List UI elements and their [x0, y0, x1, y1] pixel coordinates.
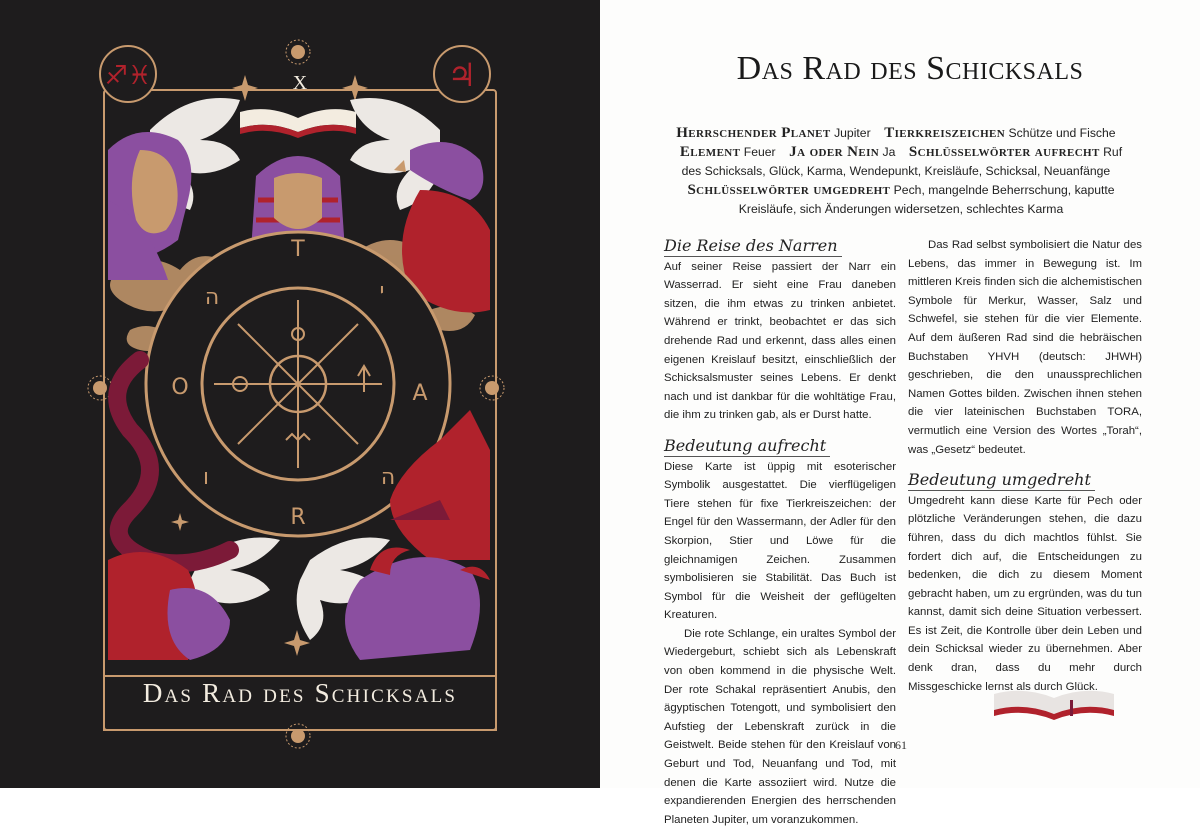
- section-heading-umgedreht: Bedeutung umgedreht: [908, 470, 1095, 491]
- meta-key: Ja oder Nein: [789, 144, 880, 160]
- meta-key: Tierkreiszeichen: [884, 125, 1006, 141]
- book-ornament-icon: [990, 684, 1120, 724]
- paragraph: Die rote Schlange, ein uraltes Symbol der Wiedergeburt, schiebt sich als Lebenskraft von oben kommend in die physische Welt. Der rote Schakal repräsentiert Anubis, den ägyptischen Totengott, und symbolisiert den Aufstieg der Lebenskraft zurück in die Geistwelt. Beide stehen für den Kreislauf von Geburt und Tod, Neuanfang und Tod, mit denen die Karte assoziiert wird. Nutze die expandierenden Energien des herrschenden Planeten Jupiter, um voranzukommen.: [664, 627, 896, 826]
- meta-value: Pech, mangelnde Beherrschung, kaputte Kreisläufe, sich Änderungen widersetzen, schlechtes Karma: [738, 183, 1115, 216]
- paragraph: Diese Karte ist üppig mit esoterischer Symbolik ausgestattet. Die vierflügeligen Tiere stehen für fixe Tierkreiszeichen: der Engel für den Wassermann, der Adler für den Skorpion, Stier und Löwe für die gleichnamigen Zeichen. Zusammen symbolisieren sie Stabilität. Das Buch ist Symbol für die Weisheit der geflügelten Kreaturen.: [664, 460, 896, 622]
- card-title: Das Rad des Schicksals: [142, 678, 458, 708]
- meta-key: Schlüsselwörter umgedreht: [687, 182, 891, 198]
- open-book: [240, 109, 356, 138]
- page-title: Das Rad des Schicksals: [736, 50, 1084, 87]
- card-roman-numeral: X: [292, 72, 308, 94]
- tarot-card-illustration: [0, 0, 600, 788]
- paragraph: Das Rad selbst symbolisiert die Natur des Lebens, das immer in Bewegung ist. Im mittleren Kreis finden sich die alchemistischen Symbole für Merkur, Wasser, Salz und Schwefel, sie stehen für die vier Elemente. Auf dem äußeren Rad sind die hebräischen Buchstaben YHVH (deutsch: JHWH) geschrieben, die den unaussprechlichen Namen Gottes bilden. Zwischen ihnen stehen die vier lateinischen Buchstaben TORA, vermutlich eine Version des Wortes „Torah“, was „Gesetz“ bedeutet.: [908, 239, 1142, 456]
- wheel-letter-yod: י: [379, 279, 385, 304]
- wheel-letter-t: T: [291, 237, 305, 262]
- meta-value: Ruf des Schicksals, Glück, Karma, Wendepunkt, Kreisläufe, Schicksal, Neuanfänge: [681, 145, 1123, 178]
- tarot-card-page: [0, 0, 600, 788]
- jupiter-glyph: ♃: [447, 56, 477, 94]
- meta-key: Schlüsselwörter aufrecht: [908, 144, 1100, 160]
- paragraph: Auf seiner Reise passiert der Narr ein Wasserrad. Er sieht eine Frau daneben sitzen, die ihm etwas zu trinken anbietet. Während er trinkt, beobachtet er das sich drehende Rad und erkennt, dass alles einen eigenen Kreislauf besitzt, einschließlich der Schicksalsmuster seines Lebens. Er denkt nach und ist dankbar für die wohltätige Frau, die ihm zu trinken gab, als er Durst hatte.: [664, 260, 896, 422]
- zodiac-glyphs: ♐♓: [104, 61, 152, 91]
- card-meta-block: [670, 124, 1132, 219]
- wheel-letter-he: ה: [380, 465, 396, 490]
- wheel-letter-r: R: [290, 505, 306, 530]
- meta-key: Element: [679, 144, 741, 160]
- meta-value: Feuer: [743, 145, 776, 159]
- meta-value: Ja: [882, 145, 896, 159]
- wheel-letter-vav: ו: [203, 465, 209, 490]
- meta-key: Herrschender Planet: [676, 125, 831, 141]
- section-heading-reise: Die Reise des Narren: [664, 236, 842, 257]
- bull: [345, 548, 490, 661]
- angel-woman: [108, 132, 191, 280]
- meta-value: Schütze und Fische: [1008, 126, 1116, 140]
- meta-value: Jupiter: [834, 126, 871, 140]
- text-column-right: [908, 236, 1142, 696]
- text-column-left: [664, 236, 896, 829]
- page-number: 61: [895, 738, 907, 752]
- paragraph: Umgedreht kann diese Karte für Pech oder plötzliche Veränderungen stehen, die dazu führen, dass du dich machtlos fühlst. Sie fordert dich auf, die Entscheidungen zu bedenken, die dich zu diesem Moment gebracht haben, um zu ergründen, was du tun kannst, damit sich deine Situation verbessert. Es ist Zeit, die Kontrolle über dein Leben und dein Schicksal wieder zu übernehmen. Aber denk dran, dass du mehr durch Missgeschicke lernst als durch Glück.: [908, 494, 1142, 693]
- wheel-letter-he-2: ה: [204, 285, 220, 310]
- wheel-letter-a: A: [412, 381, 428, 406]
- section-heading-aufrecht: Bedeutung aufrecht: [664, 436, 830, 457]
- wheel-letter-o: O: [171, 375, 189, 400]
